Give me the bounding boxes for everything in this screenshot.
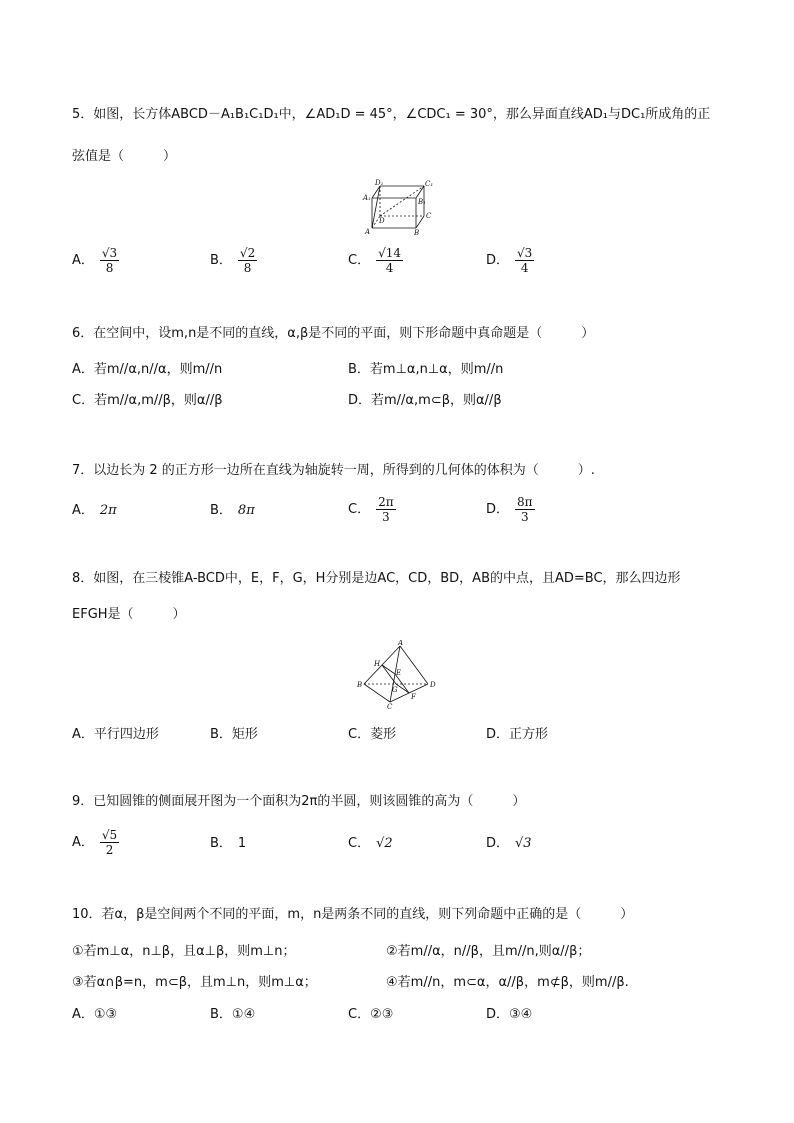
q5-stem-line2: 弦值是（ ） [72,149,177,164]
q8-option-b[interactable]: B．矩形 [210,727,258,742]
q7-option-b[interactable]: B． 8π [210,503,255,518]
q8-fig-label-g: G [392,686,398,694]
q5-option-c[interactable]: C． $\frac{√14}{4}$ [348,246,401,275]
q5-fig-label-d: D [379,217,385,225]
q6-option-b[interactable]: B．若m⊥α,n⊥α，则m//n [348,362,504,377]
q10-statement-3: ③若α∩β=n，m⊂β，且m⊥n，则m⊥α； [72,975,317,990]
q5-fig-label-c1: C₁ [425,180,434,188]
q8-fig-label-c: C [387,703,393,710]
q8-stem-line2: EFGH是（ ） [72,607,186,622]
q5-fig-label-c: C [426,212,432,220]
q10-statement-2: ②若m//α，n//β，且m//n,则α//β； [386,944,591,959]
q6-option-c[interactable]: C．若m//α,m//β，则α//β [72,393,223,408]
q6-option-a[interactable]: A．若m//α,n//α，则m//n [72,362,223,377]
q5-fig-label-d1: D₁ [375,179,384,187]
q7-option-a[interactable]: A． 2π [72,503,117,518]
q5-stem-line1: 5．如图，长方体ABCD－A₁B₁C₁D₁中，∠AD₁D = 45°，∠CDC₁ = 30°，那么异面直线AD₁与DC₁所成角的正 [72,107,711,122]
q8-option-a[interactable]: A．平行四边形 [72,727,159,742]
q5-option-d[interactable]: D． $\frac{√3}{4}$ [486,246,533,275]
q10-statement-4: ④若m//n，m⊂α，α//β，m⊄β，则m//β. [386,975,629,990]
q5-option-a[interactable]: A． $\frac{√3}{8}$ [72,246,118,275]
q7-option-c[interactable]: C． $\frac{2\pi}{3}$ [348,495,394,524]
q10-stem: 10．若α，β是空间两个不同的平面，m，n是两条不同的直线，则下列命题中正确的是（ ） [72,907,634,922]
q9-option-c[interactable]: C． √2 [348,836,393,851]
q5-cuboid-figure [362,178,434,236]
q8-tetrahedron-figure [354,640,438,710]
q10-option-c[interactable]: C．②③ [348,1007,394,1022]
q8-option-c[interactable]: C．菱形 [348,727,397,742]
q9-option-d[interactable]: D． √3 [486,836,532,851]
q5-fig-label-a1: A₁ [363,194,371,202]
q7-stem: 7．以边长为 2 的正方形一边所在直线为轴旋转一周，所得到的几何体的体积为（ ）. [72,463,595,478]
q5-option-b[interactable]: B． $\frac{√2}{8}$ [210,246,256,275]
q8-fig-label-b: B [357,681,363,689]
q9-stem: 9．已知圆锥的侧面展开图为一个面积为2π的半圆，则该圆锥的高为（ ） [72,794,526,809]
q7-option-d[interactable]: D． $\frac{8\pi}{3}$ [486,495,533,524]
q10-option-b[interactable]: B．①④ [210,1007,256,1022]
q8-fig-label-h: H [374,660,381,668]
q10-statement-1: ①若m⊥α，n⊥β，且α⊥β，则m⊥n； [72,944,296,959]
q8-fig-label-d: D [430,681,436,689]
q5-fig-label-b: B [414,229,420,236]
q8-option-d[interactable]: D．正方形 [486,727,549,742]
q8-fig-label-f: F [411,693,416,701]
q9-option-a[interactable]: A． $\frac{√5}{2}$ [72,828,118,857]
q8-fig-label-e: E [396,669,402,677]
q5-fig-label-b1: B₁ [418,198,426,206]
q5-fig-label-a: A [365,228,371,236]
q10-option-a[interactable]: A．①③ [72,1007,118,1022]
q8-stem-line1: 8．如图，在三棱锥A-BCD中，E，F，G，H分别是边AC，CD，BD，AB的中点，且AD=BC，那么四边形 [72,571,681,586]
q6-stem: 6．在空间中，设m,n是不同的直线，α,β是不同的平面，则下形命题中真命题是（ ） [72,326,595,341]
q8-fig-label-a: A [398,640,404,647]
q10-option-d[interactable]: D．③④ [486,1007,533,1022]
q9-option-b[interactable]: B． 1 [210,836,247,851]
q6-option-d[interactable]: D．若m//α,m⊂β，则α//β [348,393,502,408]
